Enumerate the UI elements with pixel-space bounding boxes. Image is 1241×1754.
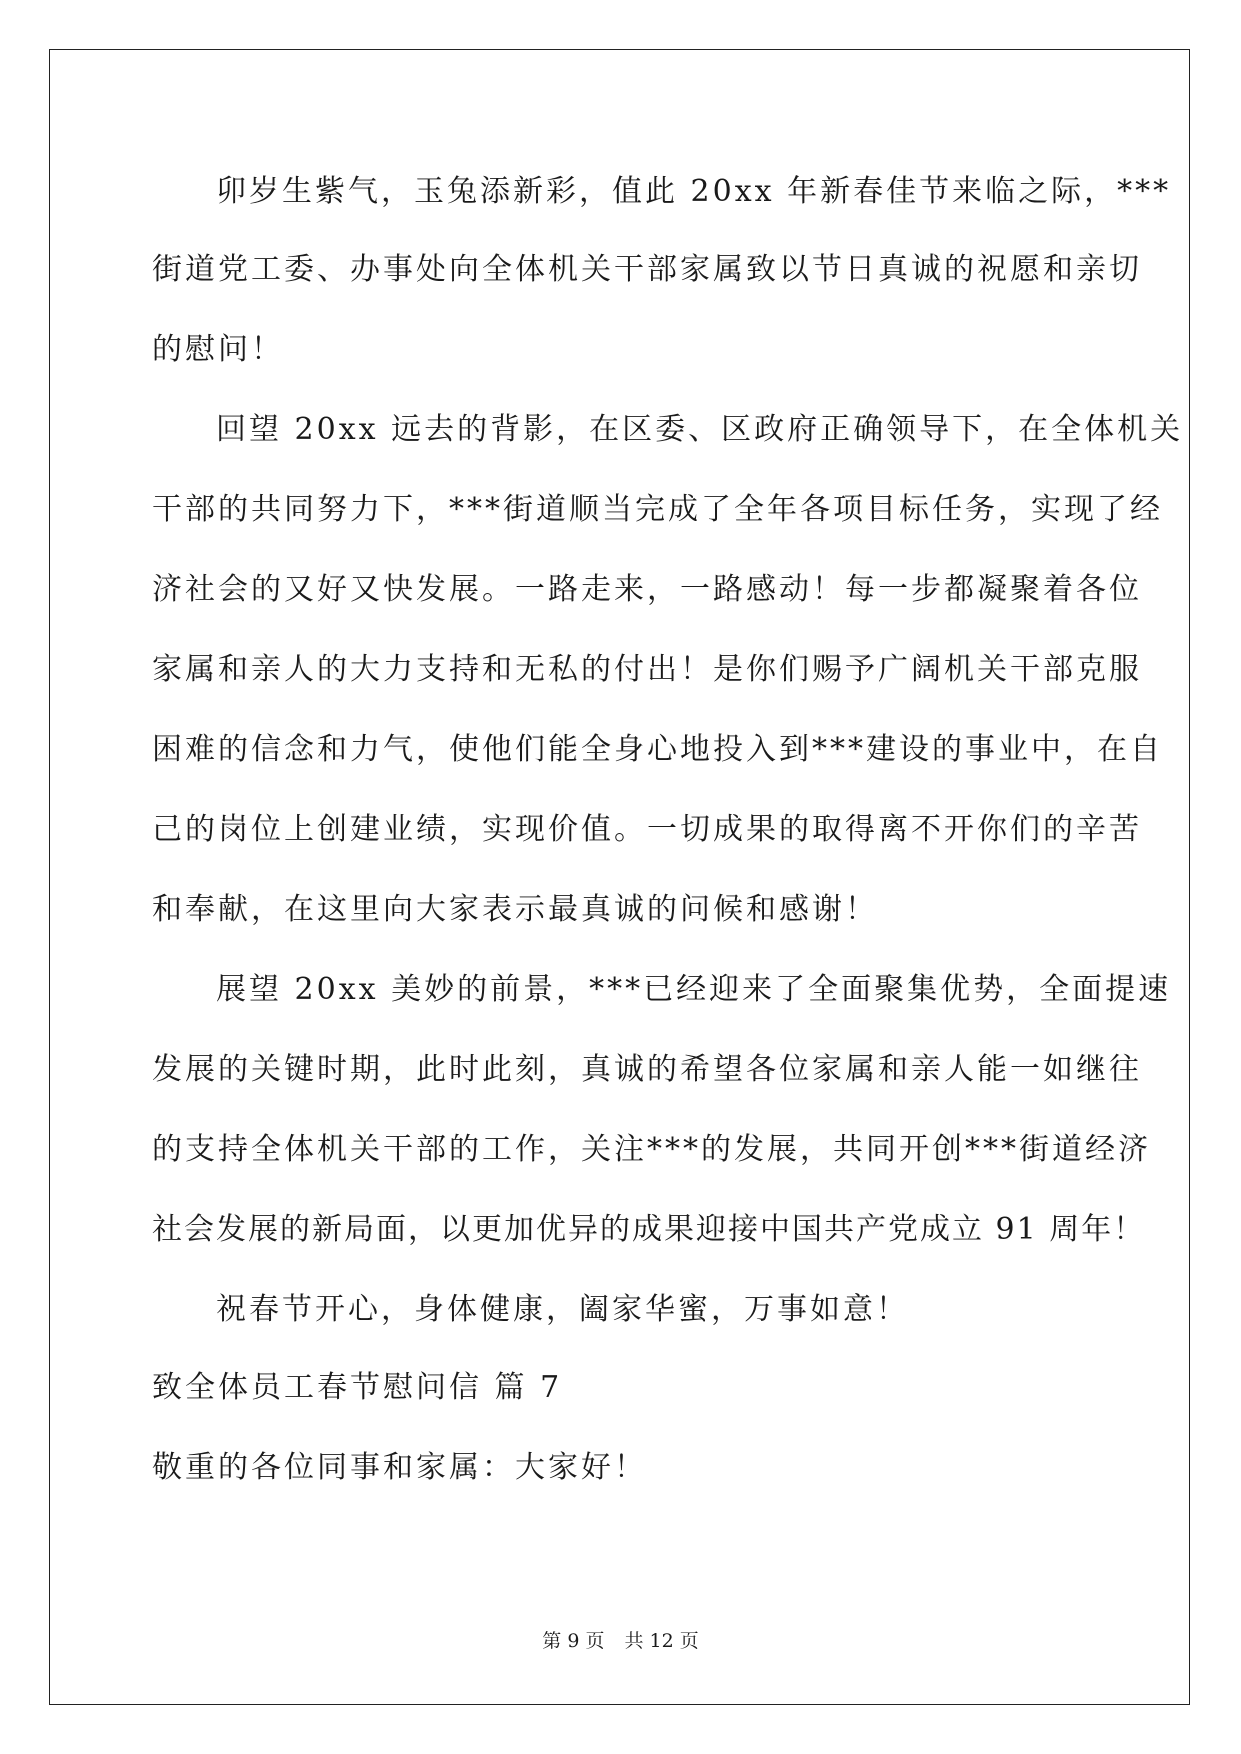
page-footer bbox=[0, 1626, 1241, 1653]
paragraph-line: 济社会的又好又快发展。一路走来，一路感动！每一步都凝聚着各位 bbox=[152, 572, 1142, 607]
salutation-line: 敬重的各位同事和家属：大家好！ bbox=[152, 1450, 647, 1485]
paragraph-line: 展望 20xx 美妙的前景，***已经迎来了全面聚集优势，全面提速 bbox=[216, 972, 1172, 1007]
paragraph-line: 己的岗位上创建业绩，实现价值。一切成果的取得离不开你们的辛苦 bbox=[152, 812, 1142, 847]
paragraph-line: 的支持全体机关干部的工作，关注***的发展，共同开创***街道经济 bbox=[152, 1132, 1151, 1167]
paragraph-line: 祝春节开心，身体健康，阖家华蜜，万事如意！ bbox=[216, 1292, 909, 1327]
section-heading: 致全体员工春节慰问信 篇 7 bbox=[152, 1370, 563, 1405]
paragraph-line: 干部的共同努力下，***街道顺当完成了全年各项目标任务，实现了经 bbox=[152, 492, 1163, 527]
paragraph-line: 家属和亲人的大力支持和无私的付出！是你们赐予广阔机关干部克服 bbox=[152, 652, 1142, 687]
paragraph-line: 回望 20xx 远去的背影，在区委、区政府正确领导下，在全体机关 bbox=[216, 412, 1184, 447]
paragraph-line: 困难的信念和力气，使他们能全身心地投入到***建设的事业中，在自 bbox=[152, 732, 1163, 767]
paragraph-line: 的慰问！ bbox=[152, 332, 284, 367]
paragraph-line: 街道党工委、办事处向全体机关干部家属致以节日真诚的祝愿和亲切 bbox=[152, 252, 1142, 287]
paragraph-line: 社会发展的新局面，以更加优异的成果迎接中国共产党成立 91 周年！ bbox=[152, 1212, 1146, 1247]
paragraph-line: 发展的关键时期，此时此刻，真诚的希望各位家属和亲人能一如继往 bbox=[152, 1052, 1142, 1087]
page-total: 共 12 页 bbox=[624, 1630, 699, 1652]
paragraph-line: 卯岁生紫气，玉兔添新彩，值此 20xx 年新春佳节来临之际，*** bbox=[216, 174, 1172, 209]
paragraph-line: 和奉献，在这里向大家表示最真诚的问候和感谢！ bbox=[152, 892, 878, 927]
page-number: 第 9 页 bbox=[542, 1630, 605, 1652]
